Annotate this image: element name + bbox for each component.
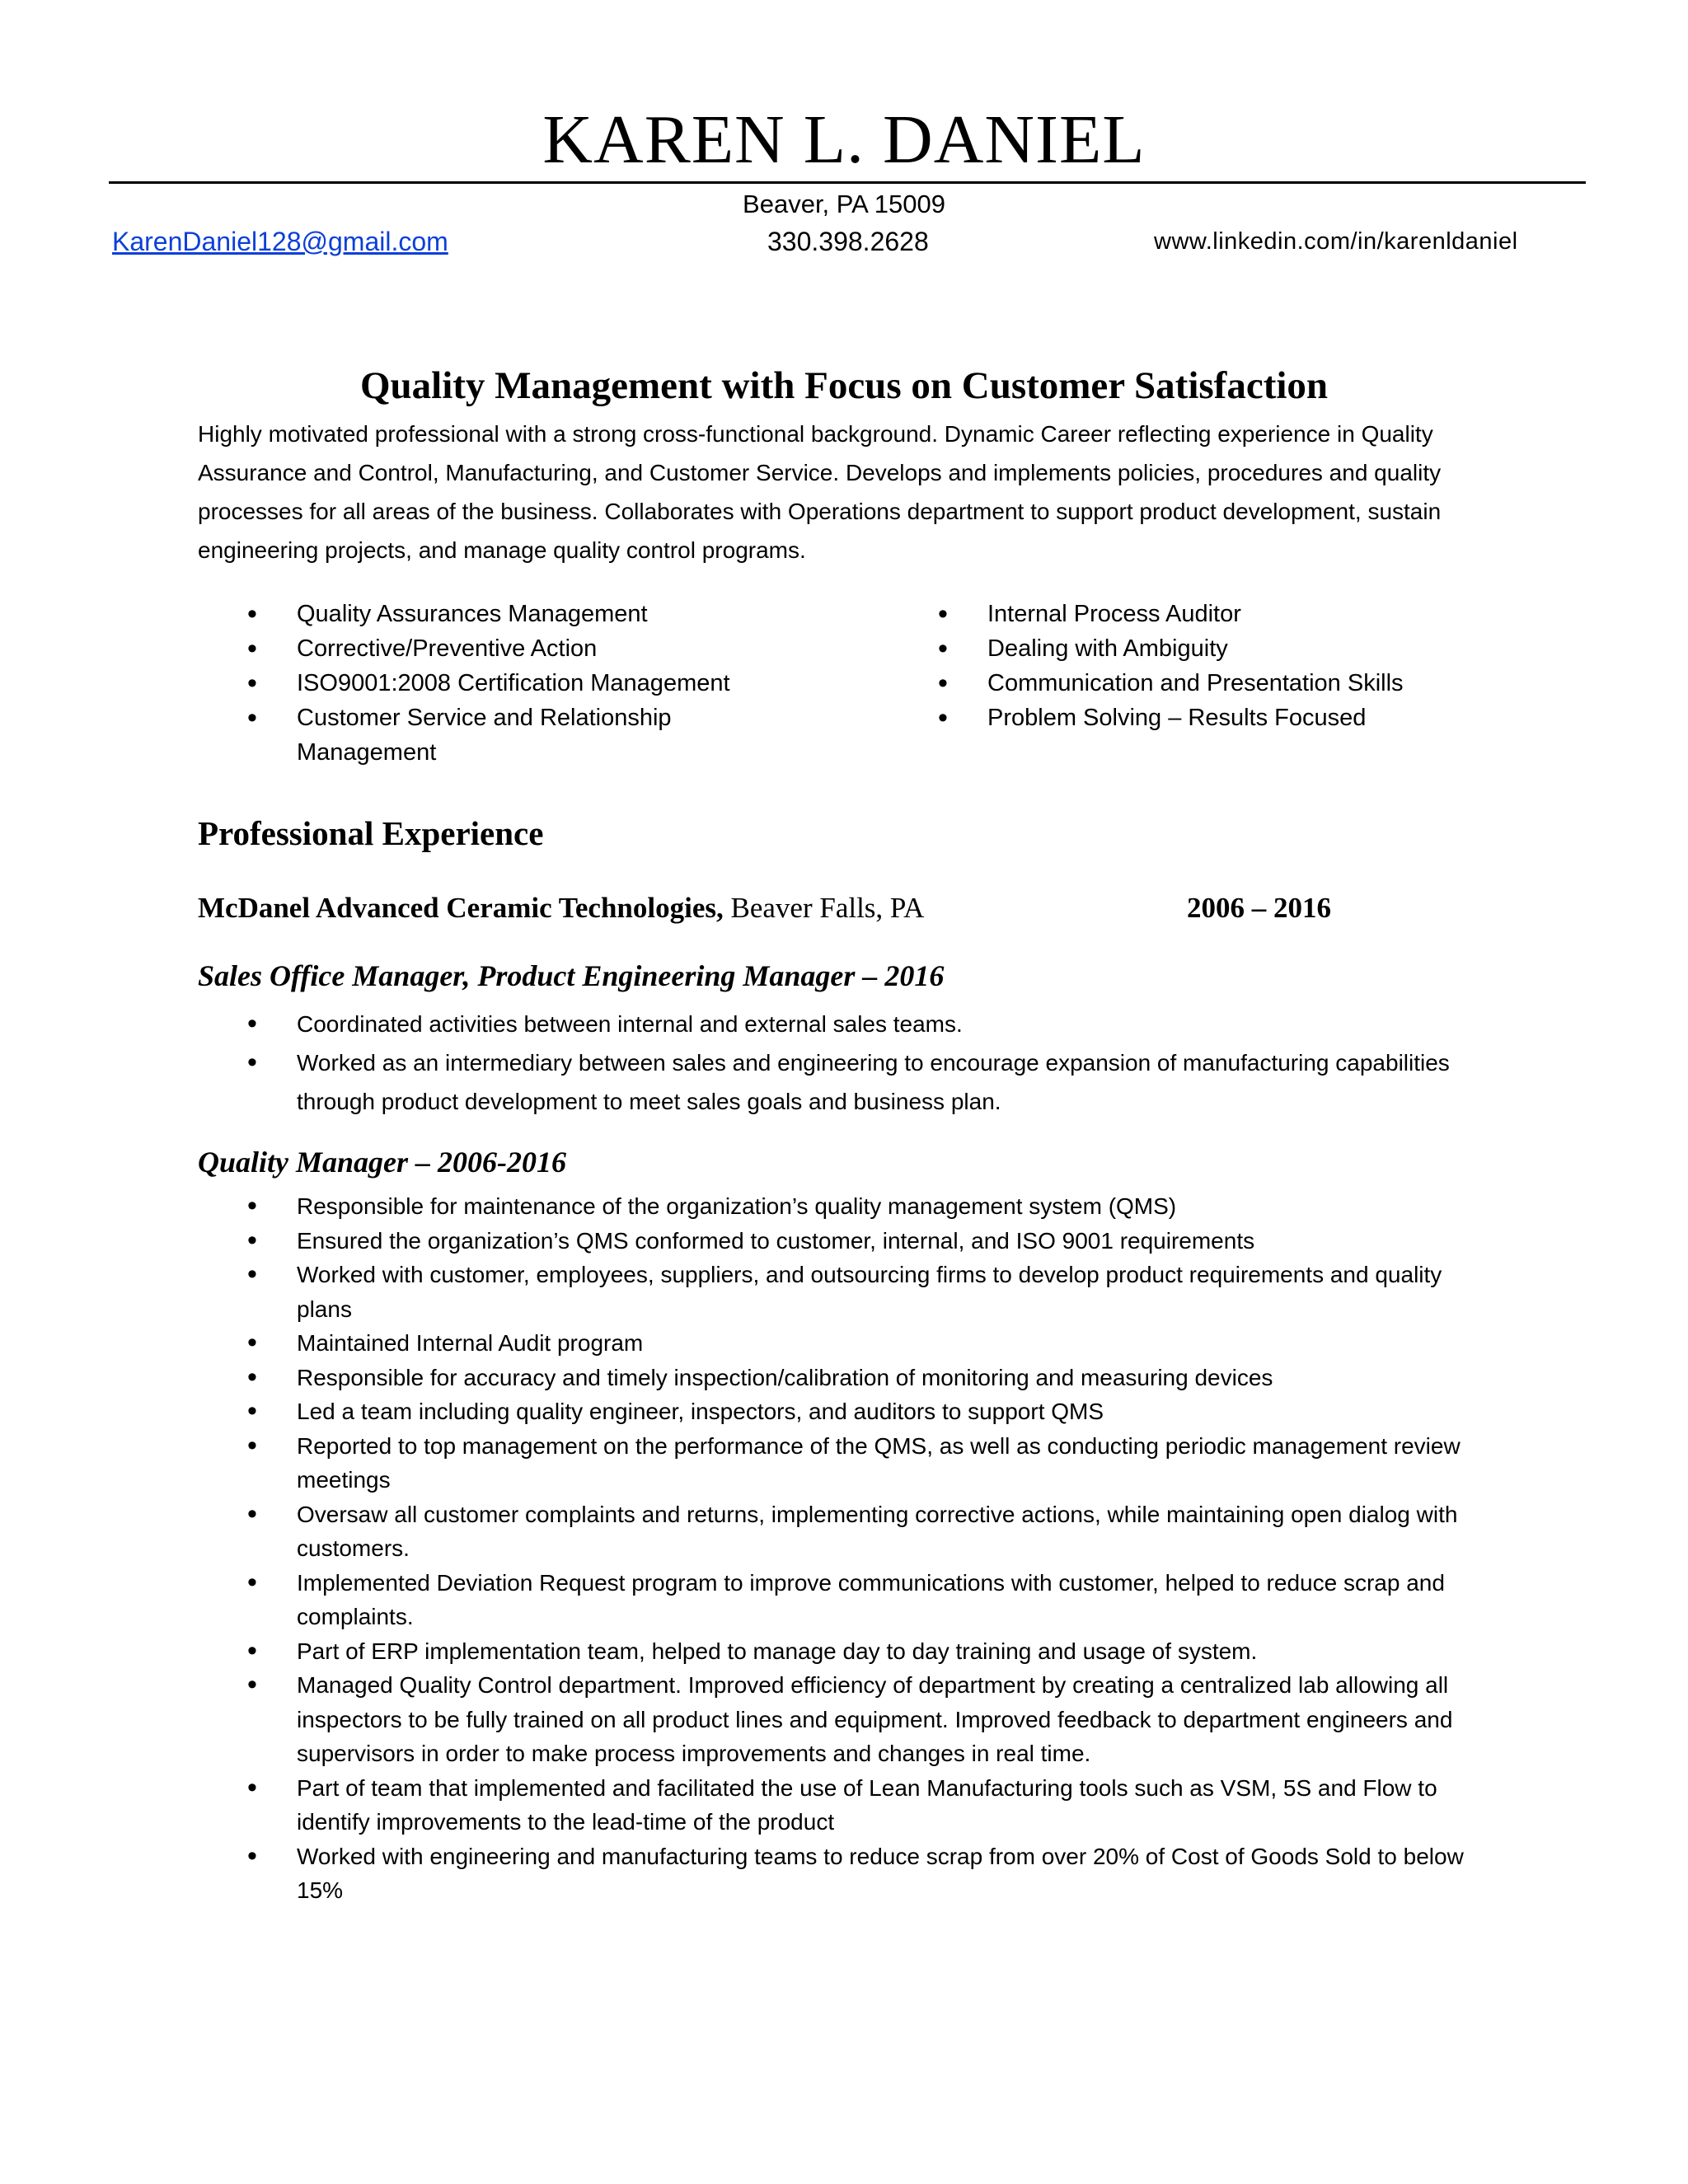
profile-summary: Highly motivated professional with a strong cross-functional background. Dynamic Career reflecting experience in Quality Assurance and Control, Manufacturing, and Customer Service. Develops and implements policies, procedures and quality processes for all areas of the business. Collaborates with Operations department to support product development, sustain engineering projects, and manage quality control programs.: [198, 421, 1442, 563]
candidate-name: KAREN L. DANIEL: [542, 101, 1146, 178]
bullet-item: • Part of ERP implementation team, helped to manage day to day training and usage of system.: [247, 1634, 1500, 1669]
company-name: McDanel Advanced Ceramic Technologies,: [198, 892, 724, 924]
linkedin-url: www.linkedin.com/in/karenldaniel: [1154, 228, 1518, 255]
skill-item: • Internal Process Auditor: [938, 597, 1564, 631]
skills-column-right: [938, 597, 1564, 735]
header-divider: [109, 181, 1586, 184]
skill-item: • Corrective/Preventive Action: [247, 631, 874, 666]
role-title: Sales Office Manager, Product Engineering Manager – 2016: [198, 959, 945, 992]
bullet-item: • Oversaw all customer complaints and returns, implementing corrective actions, while maintaining open dialog with customers.: [247, 1497, 1500, 1566]
bullet-item: • Responsible for accuracy and timely inspection/calibration of monitoring and measuring devices: [247, 1361, 1500, 1395]
phone-number: 330.398.2628: [767, 227, 929, 256]
company-location: Beaver Falls, PA: [723, 892, 925, 924]
bullet-item: • Worked as an intermediary between sales and engineering to encourage expansion of manufacturing capabilities through product development to meet sales goals and business plan.: [247, 1043, 1500, 1121]
role-title: Quality Manager – 2006-2016: [198, 1146, 567, 1179]
bullet-item: • Coordinated activities between internal and external sales teams.: [247, 1005, 1500, 1043]
section-title-experience: Professional Experience: [198, 814, 544, 852]
bullet-item: • Part of team that implemented and facilitated the use of Lean Manufacturing tools such as VSM, 5S and Flow to identify improvements to the lead-time of the product: [247, 1771, 1500, 1840]
bullet-item: • Worked with engineering and manufacturing teams to reduce scrap from over 20% of Cost of Goods Sold to below 15%: [247, 1840, 1500, 1908]
skill-item: • Problem Solving – Results Focused: [938, 701, 1564, 735]
bullet-item: • Reported to top management on the performance of the QMS, as well as conducting periodic management review meetings: [247, 1429, 1500, 1497]
role-bullets: [247, 1189, 1500, 1908]
skill-item: • Customer Service and Relationship Management: [247, 701, 758, 770]
skill-item: • Dealing with Ambiguity: [938, 631, 1564, 666]
profile-headline: Quality Management with Focus on Customer Satisfaction: [359, 364, 1329, 407]
employment-dates: 2006 – 2016: [1187, 892, 1331, 924]
address: Beaver, PA 15009: [743, 190, 945, 218]
skill-item: • Quality Assurances Management: [247, 597, 874, 631]
skill-item: • Communication and Presentation Skills: [938, 666, 1564, 701]
bullet-item: • Responsible for maintenance of the organization’s quality management system (QMS): [247, 1189, 1500, 1224]
bullet-item: • Maintained Internal Audit program: [247, 1326, 1500, 1361]
skill-item: • ISO9001:2008 Certification Management: [247, 666, 874, 701]
bullet-item: • Ensured the organization’s QMS conformed to customer, internal, and ISO 9001 requirements: [247, 1224, 1500, 1258]
bullet-item: • Implemented Deviation Request program to improve communications with customer, helped to reduce scrap and complaints.: [247, 1566, 1500, 1634]
role-bullets: [247, 1005, 1500, 1121]
bullet-item: • Led a team including quality engineer, inspectors, and auditors to support QMS: [247, 1394, 1500, 1429]
skills-column-left: [247, 597, 874, 770]
email-link[interactable]: KarenDaniel128@gmail.com: [112, 227, 448, 256]
bullet-item: • Managed Quality Control department. Improved efficiency of department by creating a centralized lab allowing all inspectors to be fully trained on all product lines and equipment. Improved feedback to department engineers and supervisors in order to make process improvements and changes in real time.: [247, 1668, 1500, 1771]
company-line: [198, 888, 1434, 928]
bullet-item: • Worked with customer, employees, suppliers, and outsourcing firms to develop product requirements and quality plans: [247, 1258, 1500, 1326]
